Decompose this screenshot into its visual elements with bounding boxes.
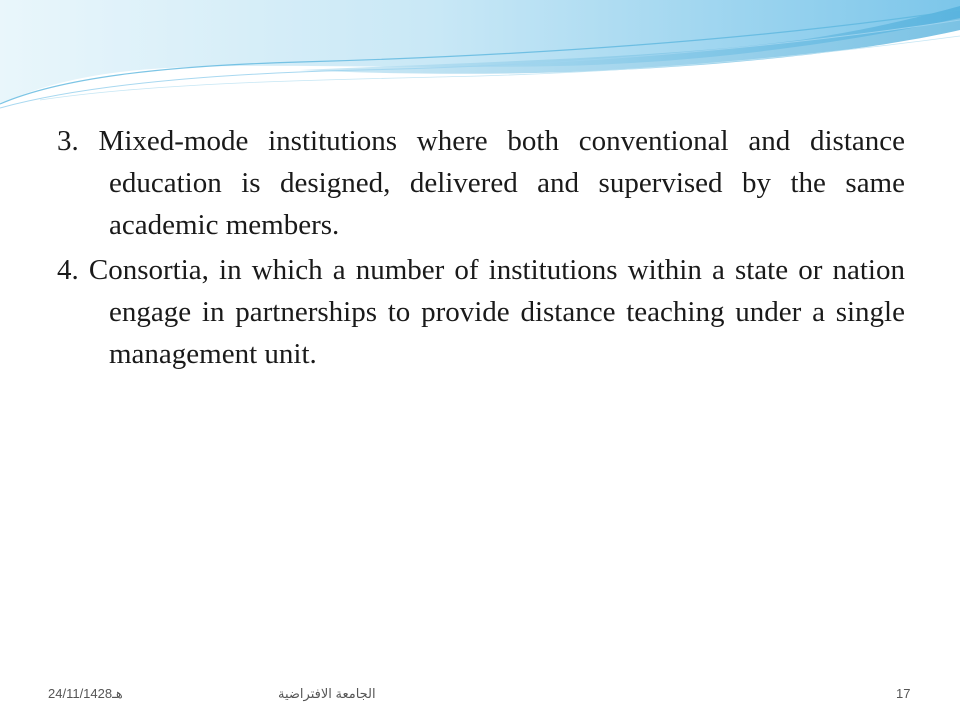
footer-page-number: 17 — [896, 686, 911, 701]
slide-footer — [0, 684, 960, 706]
paragraph-consortia: 4. Consortia, in which a number of institutions within a state or nation engage in partnerships to provide distance teaching under a single management unit. — [57, 254, 905, 370]
paragraph-mixed-mode: 3. Mixed-mode institutions where both conventional and distance education is designed, delivered and supervised by the same academic members. — [57, 125, 905, 241]
footer-date: 24/11/1428هـ — [48, 686, 123, 701]
footer-site-name: الجامعة الافتراضية — [278, 686, 376, 701]
header-wave-decoration — [0, 0, 960, 120]
slide-body — [57, 120, 905, 378]
